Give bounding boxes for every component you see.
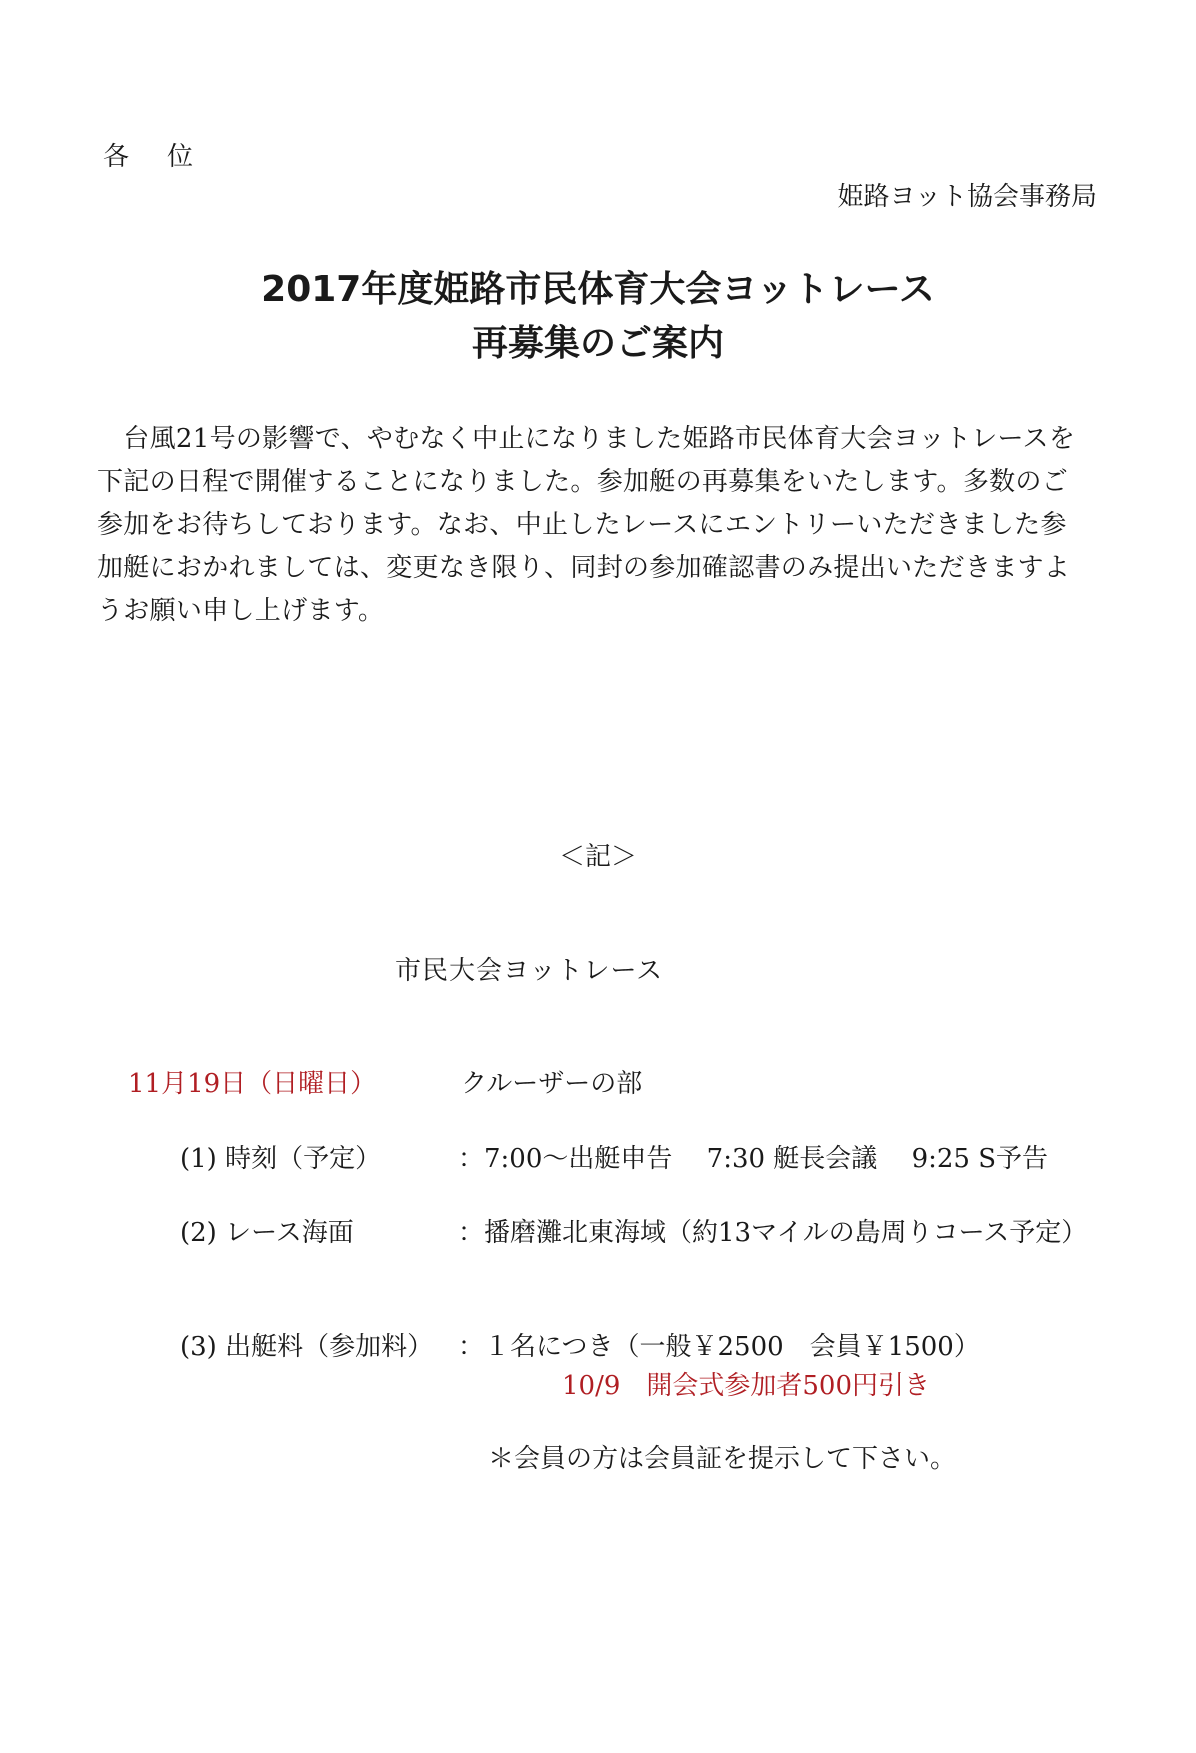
item-value-time: ：7:00～出艇申告 7:30 艇長会議 9:25 S予告	[458, 1144, 1049, 1174]
salutation: 各 位	[103, 142, 200, 172]
ki-heading: ＜記＞	[558, 842, 637, 872]
event-date: 11月19日（日曜日）	[128, 1069, 377, 1099]
event-division: クルーザーの部	[461, 1069, 643, 1099]
body-paragraph	[97, 418, 1097, 633]
event-title: 市民大会ヨットレース	[395, 956, 664, 986]
body-line: 参加をお待ちしております。なお、中止したレースにエントリーいただきました参	[97, 510, 1067, 540]
discount-note: 10/9 開会式参加者500円引き	[562, 1371, 931, 1401]
issuer-name: 姫路ヨット協会事務局	[837, 182, 1097, 212]
item-label-entry-fee: (3) 出艇料（参加料）	[180, 1332, 434, 1362]
document-title-line-1: 2017年度姫路市民体育大会ヨットレース	[261, 269, 935, 310]
body-line: 加艇におかれましては、変更なき限り、同封の参加確認書のみ提出いただきますよ	[97, 553, 1071, 583]
document-title-line-2: 再募集のご案内	[471, 323, 724, 364]
body-line: うお願い申し上げます。	[97, 596, 385, 626]
item-value-entry-fee: ：１名につき（一般￥2500 会員￥1500）	[458, 1332, 980, 1362]
member-card-note: ＊会員の方は会員証を提示して下さい。	[488, 1444, 957, 1474]
body-line: 台風21号の影響で、やむなく中止になりました姫路市民体育大会ヨットレースを	[97, 424, 1076, 454]
item-label-race-area: (2) レース海面	[180, 1218, 354, 1248]
item-label-time: (1) 時刻（予定）	[180, 1144, 382, 1174]
item-value-race-area: ：播磨灘北東海域（約13マイルの島周りコース予定）	[458, 1218, 1088, 1248]
body-line: 下記の日程で開催することになりました。参加艇の再募集をいたします。多数のご	[97, 467, 1069, 497]
